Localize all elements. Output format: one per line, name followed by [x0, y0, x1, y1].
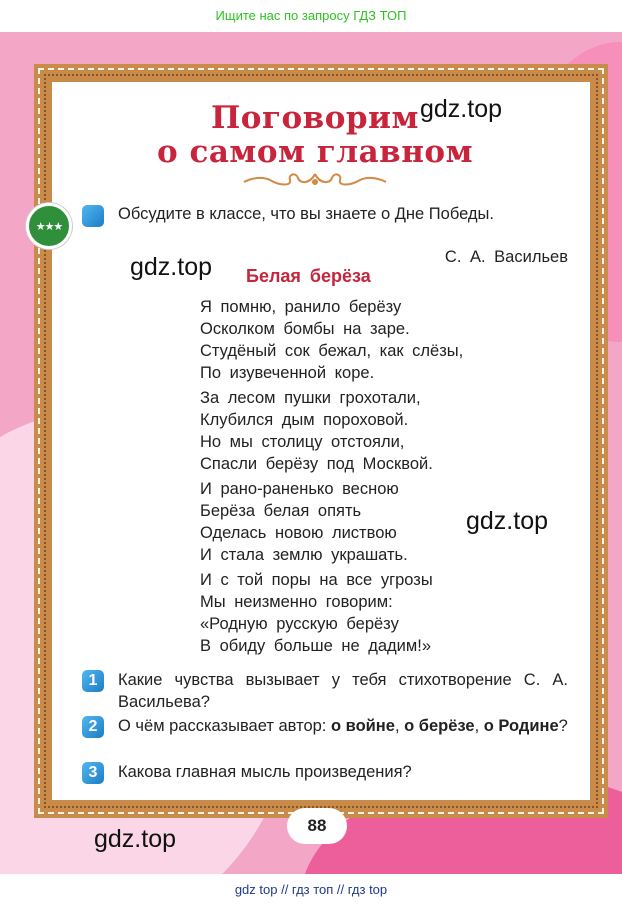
poem-line: Но мы столицу отстояли, — [200, 433, 405, 451]
poem-stanza-4 — [200, 569, 530, 657]
bottom-banner — [0, 874, 622, 907]
poem-line: По изувеченной коре. — [200, 364, 375, 382]
question-2-option-birch: о берёзе — [404, 717, 475, 735]
search-hint: Ищите нас по запросу ГДЗ ТОП — [215, 8, 407, 23]
separator: , — [394, 717, 405, 735]
page-title-line-1: Поговорим — [211, 100, 419, 136]
poem-line: В обиду больше не дадим!» — [200, 637, 432, 655]
poem-line: Студёный сок бежал, как слёзы, — [200, 342, 464, 360]
poem-line: И с той поры на все угрозы — [200, 571, 433, 589]
poem-stanza-2 — [200, 387, 530, 475]
poem-line: Клубился дым пороховой. — [200, 411, 409, 429]
watermark: gdz.top — [420, 95, 503, 123]
poem-line: И стала землю украшать. — [200, 546, 408, 564]
question-2-option-motherland: о Родине — [483, 717, 559, 735]
page-title-line-2: о самом главном — [156, 134, 474, 170]
question-number-1: 1 — [82, 670, 104, 692]
ornament-divider-icon — [240, 170, 390, 190]
question-number-3: 3 — [82, 762, 104, 784]
question-2-prefix: О чём рассказывает автор: — [118, 717, 331, 735]
watermark: gdz.top — [466, 507, 549, 535]
question-number-2: 2 — [82, 716, 104, 738]
question-2-text — [118, 715, 568, 737]
poem-line: За лесом пушки грохотали, — [200, 389, 421, 407]
poem-line: «Родную русскую берёзу — [200, 615, 399, 633]
stars-badge-icon: ★★★ — [26, 203, 72, 249]
poem-title: Белая берёза — [246, 266, 371, 286]
question-2-suffix: ? — [558, 717, 568, 735]
poem-line: И рано-раненько весною — [200, 480, 399, 498]
poem-line: Спасли берёзу под Москвой. — [200, 455, 433, 473]
poem-line: Берёза белая опять — [200, 502, 362, 520]
watermark: gdz.top — [130, 253, 213, 281]
poem-author: С. А. Васильев — [444, 248, 568, 266]
footer-links: gdz top // гдз топ // гдз top — [234, 882, 388, 897]
poem-line: Я помню, ранило берёзу — [200, 298, 402, 316]
poem-line: Мы неизменно говорим: — [200, 593, 393, 611]
page-number: 88 — [287, 808, 347, 844]
question-1-text: Какие чувства вызывает у тебя стихотворение С. А. Васильева? — [118, 671, 568, 711]
top-banner — [0, 0, 622, 32]
task-marker-icon — [82, 205, 104, 227]
separator: , — [474, 717, 484, 735]
question-3-text: Какова главная мысль произведения? — [118, 763, 412, 781]
intro-task: Обсудите в классе, что вы знаете о Дне Победы. — [118, 205, 494, 223]
poem-line: Оделась новою листвою — [200, 524, 397, 542]
poem-line: Осколком бомбы на заре. — [200, 320, 410, 338]
question-2-option-war: о войне — [330, 717, 395, 735]
watermark: gdz.top — [94, 825, 177, 853]
poem-stanza-1 — [200, 296, 530, 384]
